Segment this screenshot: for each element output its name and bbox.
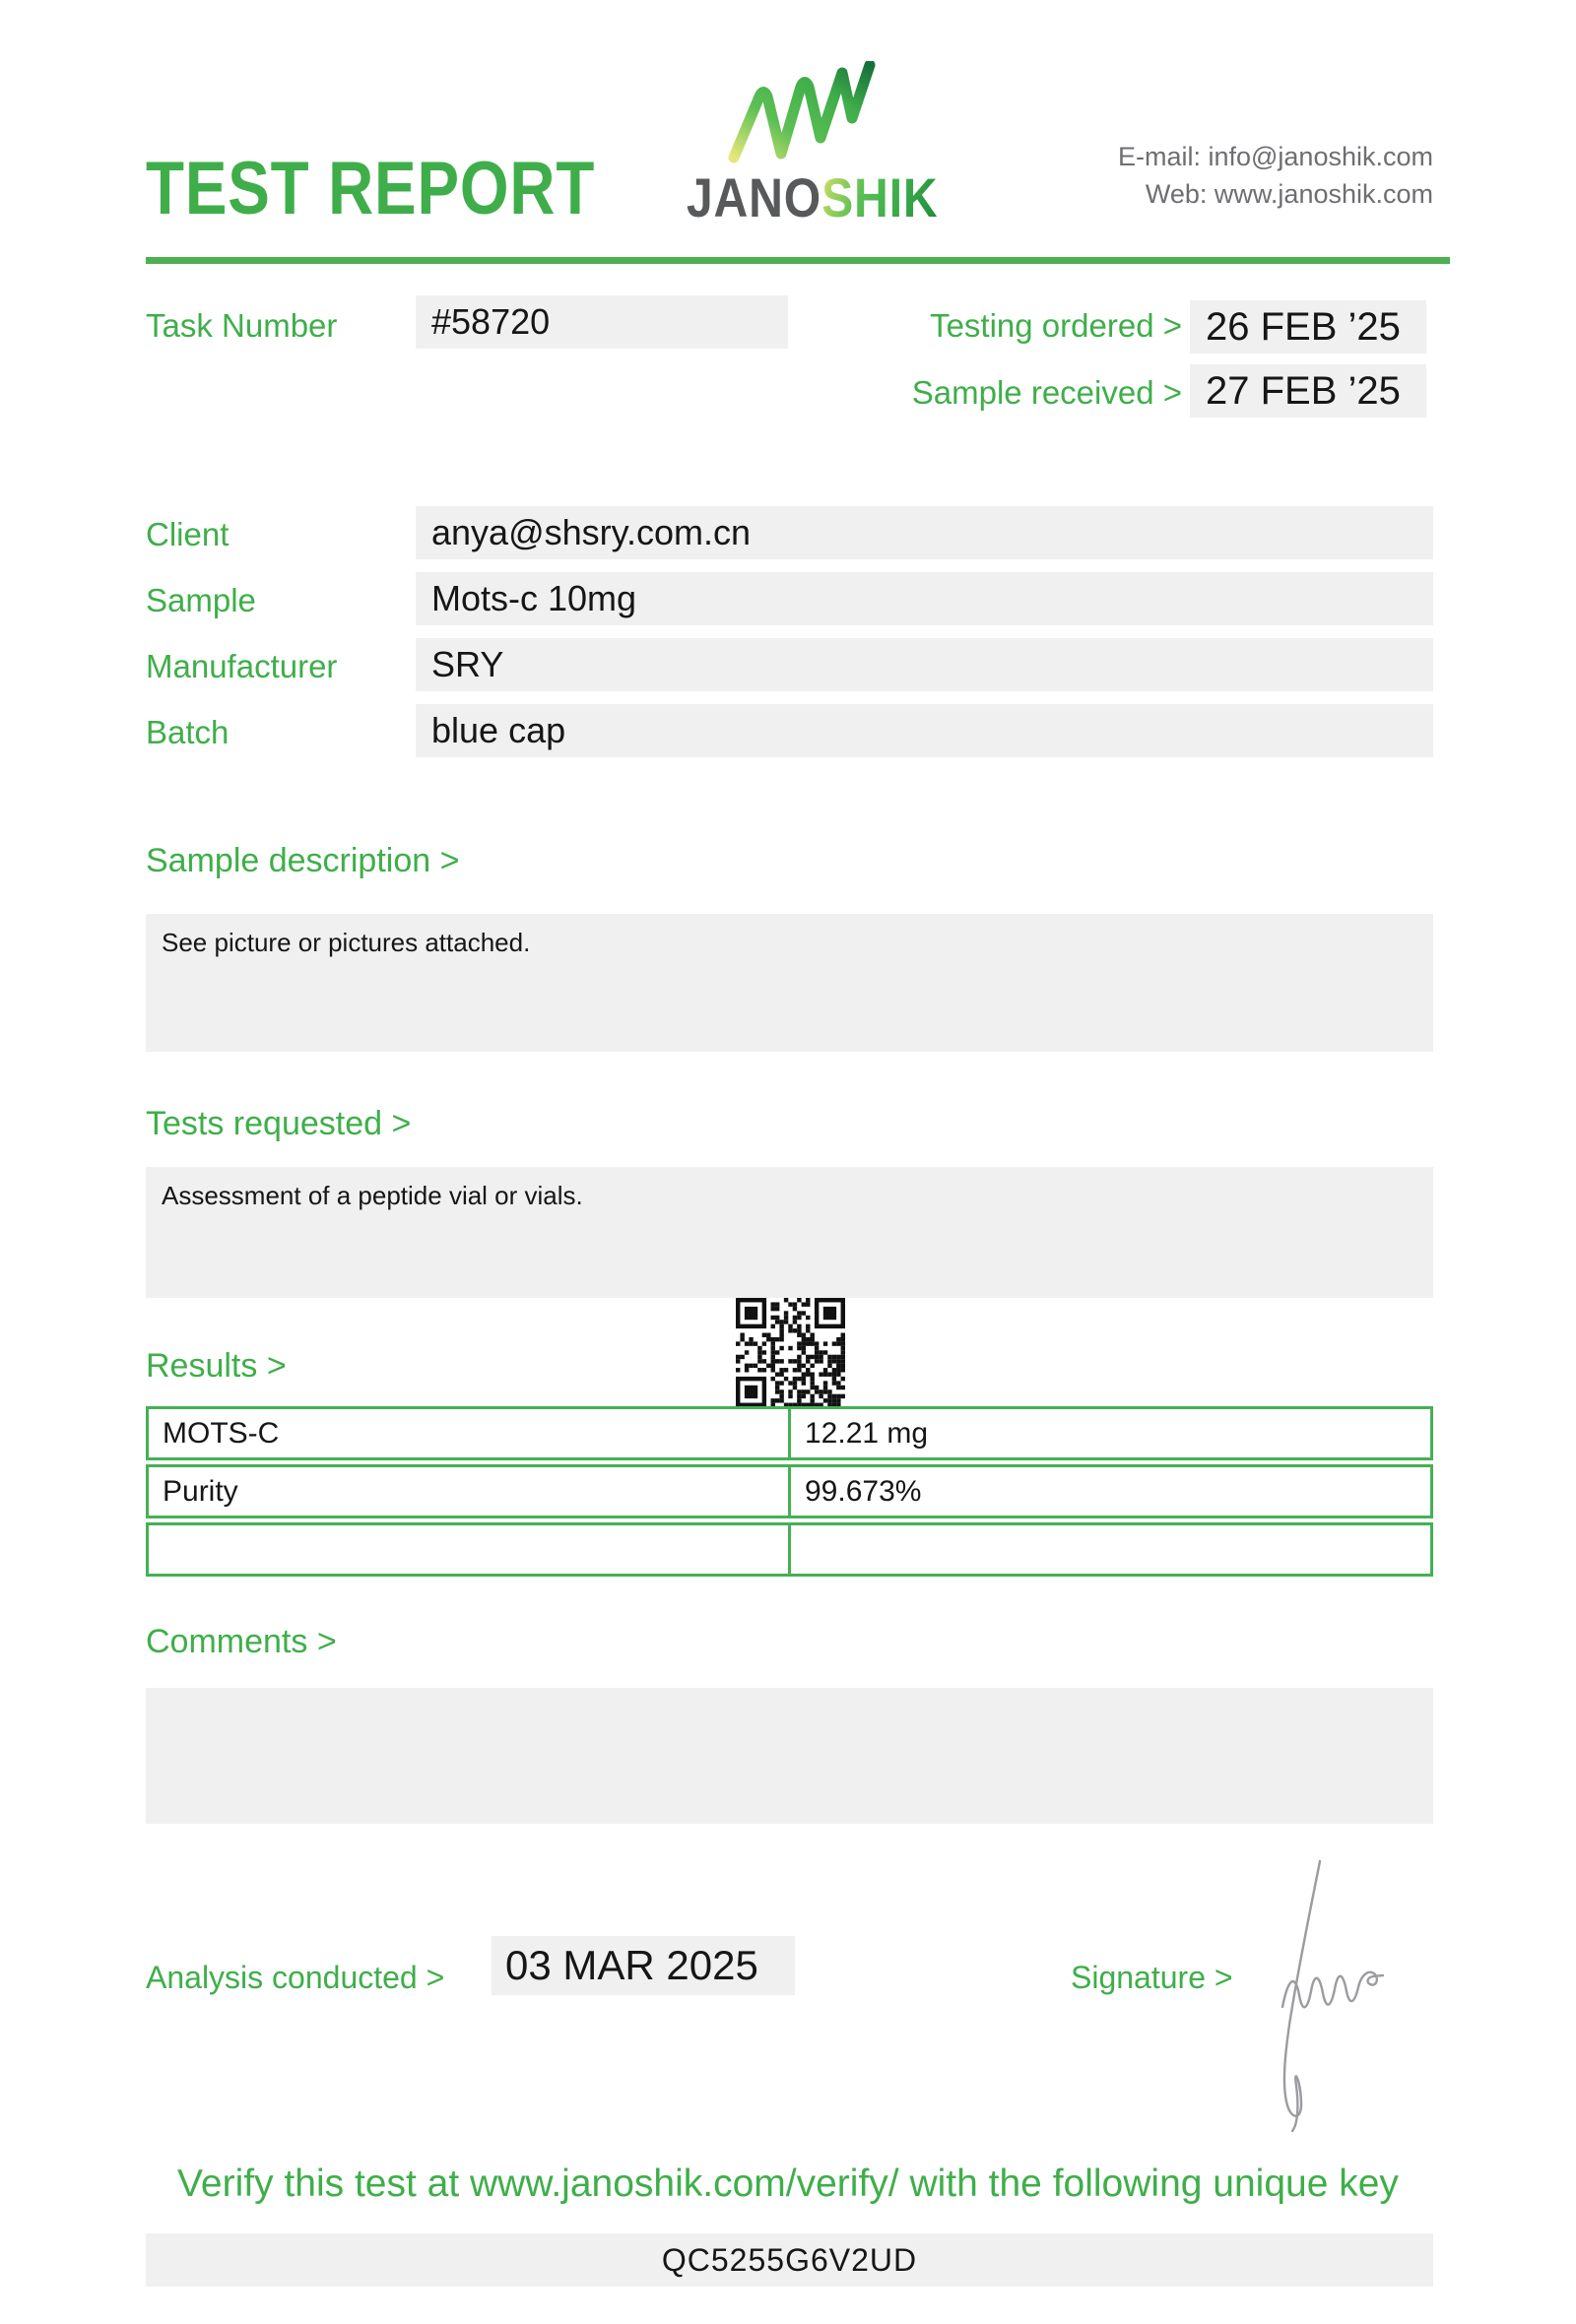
logo-word-green: SHIK bbox=[821, 166, 939, 228]
verify-key-field bbox=[146, 2233, 1433, 2287]
batch-label: Batch bbox=[146, 714, 230, 750]
manufacturer-value: SRY bbox=[431, 644, 504, 684]
sample-value: Mots-c 10mg bbox=[431, 578, 637, 618]
qr-code bbox=[736, 1298, 845, 1407]
table-row bbox=[146, 1522, 1433, 1577]
contact-block bbox=[1118, 138, 1433, 213]
sample-description-text: See picture or pictures attached. bbox=[162, 928, 531, 957]
analysis-date-value: 03 MAR 2025 bbox=[505, 1942, 758, 1988]
task-number-field bbox=[416, 295, 788, 349]
results-table bbox=[146, 1406, 1433, 1581]
result-value-cell: 99.673% bbox=[805, 1475, 922, 1508]
comments-heading: Comments > bbox=[146, 1623, 337, 1660]
client-field bbox=[416, 506, 1433, 559]
tests-requested-text: Assessment of a peptide vial or vials. bbox=[162, 1181, 583, 1210]
result-name-cell: MOTS-C bbox=[149, 1409, 791, 1457]
results-heading: Results > bbox=[146, 1347, 287, 1385]
page-title: TEST REPORT bbox=[146, 147, 596, 230]
task-number-label: Task Number bbox=[146, 307, 338, 344]
signature-scribble bbox=[1280, 1857, 1389, 2143]
contact-web: Web: www.janoshik.com bbox=[1145, 179, 1433, 209]
comments-box bbox=[146, 1688, 1433, 1824]
table-row bbox=[146, 1464, 1433, 1518]
comments-text bbox=[146, 1688, 1433, 1702]
verify-instruction: Verify this test at www.janoshik.com/verify/ with the following unique key bbox=[177, 2163, 1399, 2205]
sample-label: Sample bbox=[146, 582, 256, 618]
sample-received-label: Sample received > bbox=[911, 374, 1182, 411]
batch-field bbox=[416, 704, 1433, 757]
sample-description-box bbox=[146, 914, 1433, 1052]
manufacturer-field bbox=[416, 638, 1433, 691]
janoshik-logo bbox=[666, 61, 939, 229]
client-label: Client bbox=[146, 516, 230, 552]
result-value-cell bbox=[791, 1525, 1430, 1574]
manufacturer-label: Manufacturer bbox=[146, 648, 338, 684]
tests-requested-box bbox=[146, 1167, 1433, 1298]
logo-word-gray: JANO bbox=[686, 166, 822, 228]
verify-key-value: QC5255G6V2UD bbox=[661, 2242, 918, 2278]
result-name-cell: Purity bbox=[149, 1467, 791, 1516]
sample-received-field bbox=[1190, 364, 1426, 418]
logo-wordmark bbox=[687, 165, 939, 229]
analysis-conducted-label: Analysis conducted > bbox=[146, 1960, 445, 1995]
testing-ordered-value: 26 FEB ’25 bbox=[1206, 305, 1401, 349]
testing-ordered-label: Testing ordered > bbox=[930, 307, 1182, 344]
client-value: anya@shsry.com.cn bbox=[431, 512, 751, 552]
contact-email: E-mail: info@janoshik.com bbox=[1117, 142, 1433, 171]
result-value-cell: 12.21 mg bbox=[805, 1417, 929, 1450]
batch-value: blue cap bbox=[431, 710, 566, 750]
analysis-date-field bbox=[492, 1936, 795, 1995]
trend-chart-icon bbox=[720, 61, 878, 163]
tests-requested-heading: Tests requested > bbox=[146, 1105, 412, 1142]
sample-field bbox=[416, 572, 1433, 625]
signature-label: Signature > bbox=[1071, 1960, 1233, 1995]
result-name-cell bbox=[149, 1525, 791, 1574]
task-number-value: #58720 bbox=[431, 301, 551, 342]
testing-ordered-field bbox=[1190, 300, 1426, 354]
sample-description-heading: Sample description > bbox=[146, 842, 460, 879]
header-divider bbox=[146, 257, 1450, 264]
table-row bbox=[146, 1406, 1433, 1460]
sample-received-value: 27 FEB ’25 bbox=[1206, 369, 1401, 413]
